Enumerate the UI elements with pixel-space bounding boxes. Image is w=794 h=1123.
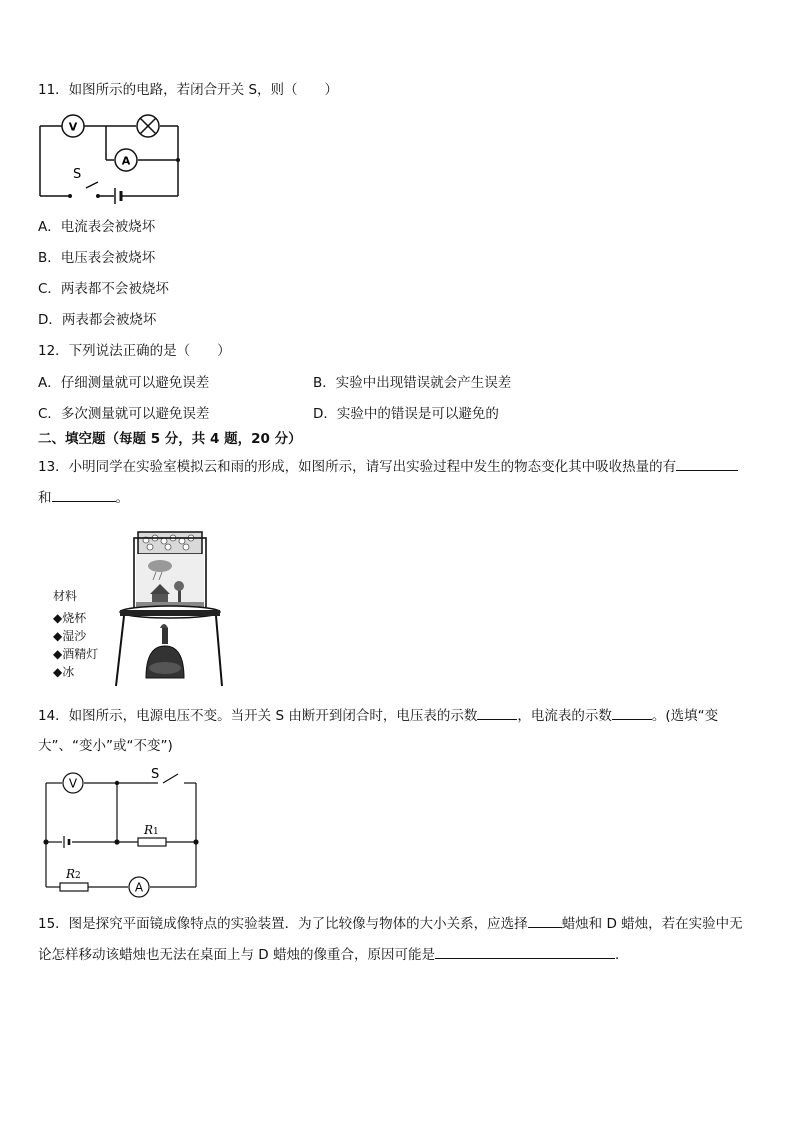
svg-text:V: V: [68, 776, 78, 791]
q12-stem: 12．下列说法正确的是（ ）: [38, 343, 231, 359]
q14-voltmeter-icon: [63, 773, 83, 793]
q14-text-a: 14．如图所示，电源电压不变。当开关 S 由断开到闭合时，电压表的示数: [38, 708, 478, 724]
svg-text:A: A: [134, 880, 144, 895]
q13-material-item: ◆湿沙: [53, 629, 87, 643]
q13-materials-list: [53, 587, 98, 681]
q13-cloud-rain-apparatus: [110, 528, 226, 688]
q15-line2: [38, 944, 628, 965]
q14-r2-resistor: [60, 883, 88, 891]
q14-r1-label: R1: [144, 823, 159, 837]
svg-text:A: A: [121, 154, 131, 168]
q15-text-a: 15．图是探究平面镜成像特点的实验装置．为了比较像与物体的大小关系，应选择: [38, 916, 528, 932]
q11-option-b: B．电压表会被烧坏: [38, 250, 156, 266]
q15-answer-blank-1[interactable]: [528, 913, 562, 928]
q11-option-a: A．电流表会被烧坏: [38, 219, 156, 235]
q12-option-c: C．多次测量就可以避免误差: [38, 406, 210, 422]
q12-option-a: A．仔细测量就可以避免误差: [38, 375, 210, 391]
svg-text:V: V: [68, 120, 78, 134]
section-heading: 二、填空题（每题 5 分，共 4 题，20 分）: [38, 431, 302, 447]
q14-line1: [38, 705, 718, 726]
q11-stem: 11．如图所示的电路，若闭合开关 S，则（ ）: [38, 82, 339, 98]
q15-answer-blank-2[interactable]: [435, 944, 615, 959]
q14-answer-blank-1[interactable]: [477, 705, 517, 720]
q11-option-d: D．两表都会被烧坏: [38, 312, 157, 328]
q13-text: 13．小明同学在实验室模拟云和雨的形成，如图所示，请写出实验过程中发生的物态变化其中吸收热量的有: [38, 459, 677, 475]
q14-switch-label: S: [151, 767, 160, 782]
q13-answer-blank-2[interactable]: [52, 487, 116, 502]
q13-answer-blank-1[interactable]: [676, 456, 738, 471]
q15-line1: [38, 913, 743, 934]
q15-text-b: 蜡烛和 D 蜡烛，若在实验中无: [561, 916, 743, 932]
q13-material-item: ◆冰: [53, 665, 75, 679]
q14-circuit-diagram: [38, 766, 208, 895]
q11-option-c: C．两表都不会被烧坏: [38, 281, 169, 297]
q13-line2: [38, 487, 129, 508]
q13-period: 。: [115, 490, 129, 506]
q11-voltmeter-icon: [62, 115, 84, 137]
q14-r2-label: R2: [66, 867, 81, 881]
q11-switch-label: S: [73, 167, 82, 182]
q13-material-item: ◆烧杯: [53, 611, 87, 625]
q13-materials-title: 材料: [53, 589, 78, 603]
q11-circuit-diagram: [38, 112, 188, 202]
q14-ammeter-icon: [129, 877, 149, 897]
q13-material-item: ◆酒精灯: [53, 647, 99, 661]
q13-line1: [38, 456, 738, 477]
q14-answer-blank-2[interactable]: [612, 705, 652, 720]
q13-and: 和: [38, 490, 52, 506]
q15-text-c: 论怎样移动该蜡烛也无法在桌面上与 D 蜡烛的像重合，原因可能是: [38, 947, 435, 963]
q14-r1-resistor: [138, 838, 166, 846]
q14-text-b: ，电流表的示数: [517, 708, 612, 724]
q14-line2: 大”、“变小”或“不变”): [38, 738, 173, 754]
q11-lamp-icon: [137, 115, 159, 137]
q11-ammeter-icon: [115, 149, 137, 171]
q12-option-d: D．实验中的错误是可以避免的: [313, 406, 499, 422]
q14-text-c: 。(选填“变: [651, 708, 719, 724]
q15-period: ．: [614, 947, 629, 963]
q12-option-b: B．实验中出现错误就会产生误差: [313, 375, 512, 391]
